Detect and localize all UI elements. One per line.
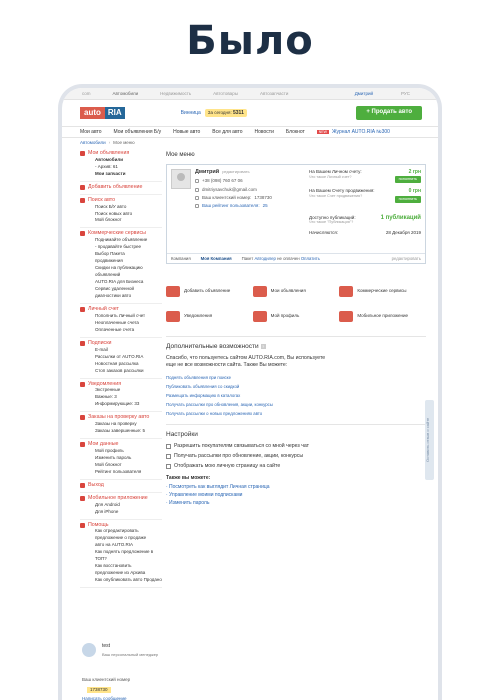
topnav-item[interactable]: Недвижимость (160, 90, 192, 96)
menu-item[interactable]: Мои объявления Б/у (113, 128, 162, 135)
sidebar-item[interactable]: Заказы на проверку (95, 421, 137, 427)
menu-item[interactable]: Блокнот (285, 128, 305, 135)
menu-item[interactable]: Все для авто (212, 128, 243, 135)
section-icon (80, 415, 85, 420)
quick-label: Мои объявления (270, 288, 306, 294)
sidebar-item[interactable]: - Архив: 61 (95, 163, 118, 169)
sidebar-item[interactable]: Неоплаченные счета (95, 319, 139, 325)
sidebar-item[interactable]: авто на AUTO.RIA (95, 542, 133, 548)
topnav-item[interactable]: Автомобили (112, 90, 139, 96)
publications-value: 1 публикаций (380, 214, 421, 221)
region (181, 109, 247, 118)
sidebar-heading-label: Уведомления (88, 380, 122, 387)
promo-account-label: На Вашем Счету продвижения: (309, 188, 375, 194)
publications-help[interactable]: Что такое "Публикация"? (309, 220, 354, 225)
sidebar-section (80, 412, 162, 439)
personal-account-label: На Вашем Личном счету: (309, 168, 362, 174)
topup-personal-button[interactable]: пополнить (395, 176, 421, 183)
sidebar-item[interactable]: Поиск Б/У авто (95, 203, 127, 209)
sidebar-heading-label: Помощь (88, 521, 109, 528)
sidebar-item[interactable]: Для iPhone (95, 508, 119, 514)
quick-my-listings[interactable] (253, 286, 340, 297)
promo-account-help[interactable]: Что такое Счет продвижения? (309, 194, 363, 199)
extra-link[interactable]: Получать рассылки о новых предложениях авто (166, 410, 263, 416)
sidebar-item[interactable]: Пополнить Личный счет (95, 312, 146, 318)
sidebar-heading[interactable] (80, 306, 162, 313)
checkbox[interactable] (166, 454, 171, 459)
sidebar-heading-label: Коммерческие сервисы (88, 230, 146, 237)
sidebar-section (80, 195, 162, 229)
sidebar (80, 148, 162, 588)
sidebar-heading-label: Личный счет (88, 306, 119, 313)
profile-phone: +38 (098) 760 67 06 (202, 178, 243, 184)
section-icon (80, 382, 85, 387)
tab-my-company[interactable]: Моя Компания (200, 255, 232, 261)
section-icon (80, 442, 85, 447)
wallet-icon (339, 286, 353, 297)
sidebar-item[interactable]: предложение из Архива (95, 570, 146, 576)
sidebar-item[interactable]: Экстренные (95, 387, 121, 393)
star-icon (195, 204, 199, 208)
sidebar-section (80, 148, 162, 182)
setting-label: Разрешить покупателям связываться со мной через чат (174, 443, 310, 450)
quick-actions (166, 286, 426, 322)
sidebar-item[interactable]: Как поднять предложение в (95, 549, 154, 555)
setting-chat[interactable] (166, 443, 426, 450)
sidebar-heading[interactable] (80, 184, 162, 191)
company-bar (167, 253, 425, 263)
edit-profile-link[interactable]: редактировать (222, 168, 250, 174)
accrual-label: Начисляются: (309, 230, 339, 236)
quick-label: Уведомления (184, 313, 213, 319)
section-icon (80, 151, 85, 156)
car-add-icon (166, 286, 180, 297)
header (62, 100, 438, 126)
sidebar-item[interactable]: Автомобили (95, 156, 123, 162)
language-switch[interactable]: РУС (400, 90, 410, 96)
extra-title-text: Дополнительные возможности (166, 342, 259, 350)
profile-email: dmitriysavchuk@gmail.com (202, 186, 257, 192)
edit-company-link[interactable]: редактировать (391, 255, 421, 261)
sidebar-heading[interactable] (80, 495, 162, 502)
manager-client-number: 1738730 (87, 687, 111, 693)
day-count: 5311 (233, 109, 244, 116)
topnav-item[interactable]: Автозапчасти (259, 90, 289, 96)
sidebar-item[interactable]: Заказы завершенные: 5 (95, 428, 146, 434)
id-icon (195, 196, 199, 200)
sidebar-item[interactable]: Мои запчасти (95, 170, 126, 176)
sidebar-section (80, 520, 162, 589)
sidebar-heading[interactable] (80, 441, 162, 448)
section-icon (80, 483, 85, 488)
extra-features-description: Спасибо, что пользуетесь сайтом AUTO.RIA.com, Вы используете еще не все возможности сайта. Также Вы можете: (166, 355, 326, 368)
accrual-date: 28 Декабря 2019 (385, 230, 421, 236)
sidebar-section (80, 379, 162, 413)
breadcrumb (62, 138, 438, 148)
personal-account-value: 2 грн (408, 168, 421, 175)
sidebar-item[interactable]: Информирующие: 33 (95, 401, 140, 407)
setting-newsletter[interactable] (166, 453, 426, 460)
quick-notifications[interactable] (166, 311, 253, 322)
divider (166, 424, 426, 425)
quick-label: Мобильное приложение (357, 313, 409, 319)
also-title: Также вы можете: (166, 474, 211, 481)
sidebar-item[interactable]: ТОП? (95, 556, 107, 562)
topnav-item[interactable]: com (82, 90, 91, 96)
breadcrumb-item[interactable]: Автомобили (80, 140, 106, 146)
day-counter (205, 109, 247, 118)
journal-link[interactable]: Журнал AUTO.RIA №300 (331, 128, 390, 135)
sidebar-heading[interactable] (80, 197, 162, 204)
extra-link[interactable]: Публиковать объявления со скидкой (166, 383, 240, 389)
rating-value: 25 (262, 203, 268, 209)
sidebar-heading-label: Мои данные (88, 441, 119, 448)
also-link[interactable]: · Управление моими подписками (166, 492, 243, 498)
sidebar-item[interactable]: Рассылки от AUTO.RIA (95, 353, 144, 359)
section-icon (80, 185, 85, 190)
personal-account-help[interactable]: Что такое Личный счет? (309, 174, 352, 179)
section-icon (80, 231, 85, 236)
client-label: Ваш клиентский номер: (202, 195, 252, 201)
sidebar-item[interactable]: объявлений (95, 272, 121, 278)
also-link[interactable]: · Изменить пароль (166, 500, 210, 506)
phone-icon (195, 179, 199, 183)
logo[interactable] (80, 107, 125, 119)
sidebar-section (80, 480, 162, 493)
sidebar-item[interactable]: диагностики авто (95, 293, 132, 299)
quick-profile[interactable] (253, 311, 340, 322)
sidebar-item[interactable]: Изменить пароль (95, 455, 132, 460)
checkbox[interactable] (166, 464, 171, 469)
sidebar-section (80, 493, 162, 520)
user-icon (253, 311, 267, 322)
settings-title: Настройки (166, 430, 198, 438)
breadcrumb-separator: › (108, 140, 111, 146)
sidebar-item[interactable]: Мой блокнот (95, 217, 122, 223)
city-select[interactable]: Винница (180, 109, 201, 116)
sidebar-item[interactable]: Поиск новых авто (95, 210, 133, 216)
sidebar-heading-label: Выход (88, 481, 104, 488)
device-frame (58, 84, 442, 700)
screen (62, 88, 438, 700)
sidebar-item[interactable]: Важные: 3 (95, 394, 117, 400)
sidebar-item[interactable]: Новостная рассылка (95, 360, 139, 366)
manager-subtitle: Ваш персональный менеджер (102, 652, 159, 657)
page-title: Мое меню (166, 152, 195, 158)
sidebar-item[interactable]: Скидки на публикацию (95, 265, 143, 271)
sidebar-item[interactable]: Рейтинг пользователя (95, 468, 142, 474)
sidebar-heading[interactable] (80, 150, 162, 157)
phone-app-icon (339, 311, 353, 322)
company-label: Компания (171, 255, 191, 261)
extra-link[interactable]: Поднять объявления при поиске (166, 374, 231, 380)
setting-label: Получать рассылки про обновление, акции, конкурсы (174, 453, 304, 459)
breadcrumb-item: Мое меню (113, 140, 135, 146)
section-icon (80, 523, 85, 528)
settings (166, 431, 426, 470)
sidebar-item[interactable]: - продавайте быстрее (95, 244, 141, 250)
sidebar-item[interactable]: предложение о продаже (95, 535, 147, 541)
sidebar-item[interactable]: Поднимайте объявление (95, 237, 148, 243)
client-number: 1738730 (254, 195, 272, 201)
package-label: Пакет (241, 255, 254, 261)
quick-label: Добавить объявление (184, 288, 231, 294)
sidebar-item[interactable]: Как опубликовать авто Продано (95, 577, 162, 583)
sidebar-section (80, 182, 162, 195)
extra-features-title (166, 343, 426, 351)
sidebar-section (80, 439, 162, 480)
quick-mobile-app[interactable] (339, 311, 426, 322)
user-link[interactable]: Дмитрий (354, 90, 373, 96)
quick-add-listing[interactable] (166, 286, 253, 297)
topup-promo-button[interactable]: пополнить (395, 196, 421, 203)
sidebar-heading-label: Мобильное приложение (88, 494, 148, 501)
sidebar-item[interactable]: продвижения (95, 258, 123, 264)
publications-label: Доступно публикаций: (309, 214, 356, 220)
sidebar-heading[interactable] (80, 414, 162, 421)
sidebar-section (80, 338, 162, 379)
account-info (309, 169, 421, 249)
logo-ria: RIA (105, 107, 125, 119)
quick-label: Мой профиль (270, 313, 300, 319)
sidebar-item[interactable]: AUTO.RIA для Бизнеса (95, 279, 144, 285)
sidebar-heading[interactable] (80, 482, 162, 489)
sidebar-heading-label: Подписки (88, 339, 112, 346)
extra-links (166, 373, 426, 418)
sidebar-heading-label: Добавить объявление (88, 183, 143, 190)
manager-name: test (102, 643, 111, 649)
page-heading: Было (186, 18, 314, 64)
sidebar-heading-label: Поиск авто (88, 196, 116, 203)
sidebar-heading[interactable] (80, 340, 162, 347)
checkbox[interactable] (166, 444, 171, 449)
profile-name: Дмитрий (195, 168, 220, 175)
sidebar-item[interactable]: Мой блокнот (95, 461, 122, 467)
profile-card (166, 164, 426, 264)
pay-link[interactable]: Оплатить (300, 255, 320, 261)
menu-item[interactable]: Новости (254, 128, 274, 135)
help-icon[interactable]: ? (261, 343, 265, 349)
quick-commercial[interactable] (339, 286, 426, 297)
sidebar-heading[interactable] (80, 381, 162, 388)
package-link[interactable]: Автодилер (254, 255, 276, 261)
section-icon (80, 307, 85, 312)
topnav-item[interactable]: Автотовары (213, 90, 238, 96)
setting-public-page[interactable] (166, 463, 426, 470)
sidebar-heading-label: Заказы на проверку авто (88, 414, 150, 421)
section-icon (80, 496, 85, 501)
setting-label: Отображать мою личную страницу на сайте (174, 462, 281, 469)
rating-label[interactable]: Ваш рейтинг пользователя: (202, 203, 260, 209)
top-nav (62, 88, 438, 100)
section-icon (80, 341, 85, 346)
promo-account-value: 0 грн (408, 188, 421, 195)
sidebar-section (80, 304, 162, 338)
day-label: За сегодня: (207, 109, 232, 115)
package-status: не оплачен (277, 255, 300, 261)
sidebar-item[interactable]: E-mail (95, 346, 108, 352)
manager-avatar (82, 643, 96, 657)
main-menu (62, 126, 438, 138)
listing-icon (253, 286, 267, 297)
sidebar-item[interactable]: Сервис удаленной (95, 286, 135, 292)
new-badge: NEW (318, 129, 327, 134)
profile-info (195, 169, 305, 249)
sidebar-item[interactable]: Как отредактировать (95, 528, 139, 534)
sell-car-button[interactable]: + Продать авто (356, 106, 422, 120)
extra-link[interactable]: Получать рассылки про обновления, акции, конкурсы (166, 401, 273, 407)
main-content (166, 152, 426, 507)
sidebar-heading[interactable] (80, 522, 162, 529)
divider (166, 336, 426, 337)
sidebar-item[interactable]: Как восстановить (95, 563, 132, 569)
sidebar-item[interactable]: Выбор Пакета (95, 251, 125, 257)
package-info (242, 256, 320, 262)
sidebar-section (80, 228, 162, 304)
extra-link[interactable]: Размещать информацию в каталогах (166, 392, 241, 398)
quick-label: Коммерческие сервисы (357, 288, 407, 294)
also-links (166, 483, 426, 507)
menu-item[interactable]: Новые авто (173, 128, 201, 135)
sidebar-item[interactable]: Для Android (95, 501, 120, 507)
section-icon (80, 198, 85, 203)
manager-client-label: Ваш клиентский номер (82, 677, 131, 682)
sidebar-item[interactable]: Мой профиль (95, 448, 124, 454)
also-link[interactable]: · Посмотреть как выглядит Личная страница (166, 484, 270, 490)
write-message-link[interactable]: Написать сообщение (82, 696, 127, 700)
sidebar-item[interactable]: Оплаченные счета (95, 326, 135, 332)
sidebar-heading-label: Мои объявления (88, 150, 130, 156)
avatar (171, 169, 191, 189)
email-icon (195, 188, 199, 192)
alert-icon (166, 311, 180, 322)
logo-auto: auto (80, 107, 105, 119)
sidebar-item[interactable]: Стоп заказов рассылки (95, 367, 144, 373)
menu-item[interactable]: Мои авто (80, 128, 102, 135)
feedback-tab[interactable]: Оставить отзыв о сайте (425, 400, 434, 480)
